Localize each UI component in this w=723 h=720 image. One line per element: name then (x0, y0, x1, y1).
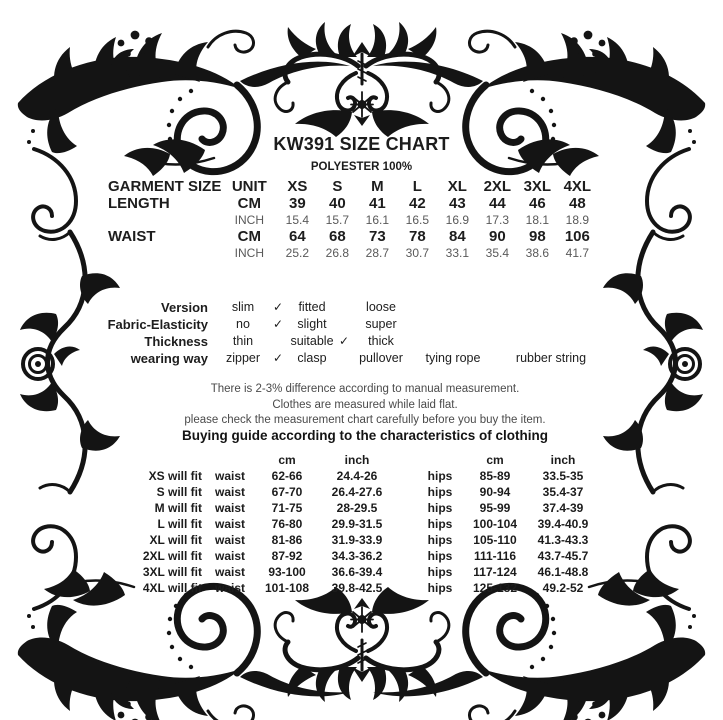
note-line: Clothes are measured while laid flat. (272, 398, 458, 411)
table-row (108, 212, 597, 228)
checkmark: ✓ (272, 300, 284, 314)
size-fit-label: 2XL will fit (142, 549, 202, 563)
note-line: please check the measurement chart carefully before you buy the item. (184, 414, 546, 426)
column-header: GARMENT SIZE (108, 178, 222, 195)
cell-value: 81-86 (271, 533, 303, 547)
cell-value: 18.1 (525, 213, 550, 227)
body-part-label: waist (214, 501, 245, 515)
cell-value: 42 (409, 195, 426, 212)
attribute-option (496, 299, 606, 316)
attribute-label: Thickness (144, 334, 208, 349)
body-part-label: hips (427, 485, 453, 499)
guide-row (128, 548, 602, 564)
cell-value: 39.4-40.9 (537, 517, 589, 531)
column-header: S (332, 178, 343, 195)
clothing-attributes-table (60, 299, 606, 367)
cell-value: 48 (569, 195, 586, 212)
attribute-label: Fabric-Elasticity (107, 317, 208, 332)
checkmark: ✓ (272, 317, 284, 331)
body-part-label: waist (214, 549, 245, 563)
column-header: UNIT (231, 178, 267, 195)
cell-value: 111-116 (473, 549, 517, 563)
cell-value: 39.8-42.5 (331, 581, 383, 595)
cell-value: 98 (529, 228, 546, 245)
cell-value: 78 (409, 228, 426, 245)
cell-value: 24.4-26 (336, 469, 378, 483)
cell-value: 26.8 (325, 246, 350, 260)
attribute-option: slim (231, 300, 255, 314)
column-header: cm (278, 453, 296, 467)
cell-value: 68 (329, 228, 346, 245)
attribute-option: no (236, 317, 250, 331)
cell-value: 43.7-45.7 (537, 549, 589, 563)
cell-value: 90 (489, 228, 506, 245)
column-header: inch (550, 453, 576, 467)
cell-value: 100-104 (472, 517, 518, 531)
cell-value: 62-66 (271, 469, 303, 483)
cell-value: 39 (289, 195, 306, 212)
buying-guide-table (128, 452, 602, 596)
table-row (108, 195, 597, 212)
body-part-label: hips (427, 533, 453, 547)
column-header: L (412, 178, 422, 195)
checkmark: ✓ (338, 334, 350, 348)
cell-value: 71-75 (271, 501, 303, 515)
table-row (108, 245, 597, 261)
body-part-label: waist (214, 485, 245, 499)
attribute-option: clasp (297, 351, 327, 365)
cell-value: 41 (369, 195, 386, 212)
attribute-option: loose (366, 300, 396, 314)
guide-row (128, 580, 602, 596)
size-fit-label: XS will fit (148, 469, 202, 483)
buying-guide-title: Buying guide according to the characteristics of clothing (181, 428, 549, 443)
column-header: XS (287, 178, 308, 195)
attribute-row (60, 316, 606, 333)
cell-value: 67-70 (271, 485, 303, 499)
cell-value: 31.9-33.9 (331, 533, 383, 547)
cell-value: 16.1 (365, 213, 390, 227)
cell-value: 35.4 (485, 246, 510, 260)
attribute-option: zipper (225, 351, 261, 365)
cell-value: 15.7 (325, 213, 350, 227)
attribute-option: slight (297, 317, 327, 331)
cell-value: 28.7 (365, 246, 390, 260)
cell-value: 29.9-31.5 (331, 517, 383, 531)
cell-value: 117-124 (473, 565, 517, 579)
cell-value: 101-108 (264, 581, 310, 595)
checkmark (336, 350, 352, 367)
cell-value: 46 (529, 195, 546, 212)
body-part-label: hips (427, 565, 453, 579)
attribute-option (410, 299, 496, 316)
cell-value: 16.9 (445, 213, 470, 227)
unit-label: INCH (234, 213, 265, 227)
attribute-option: tying rope (425, 351, 481, 365)
size-fit-label: M will fit (154, 501, 202, 515)
cell-value: 18.9 (565, 213, 590, 227)
body-part-label: waist (214, 469, 245, 483)
attribute-option: super (365, 317, 397, 331)
table-row (108, 228, 597, 245)
cell-value: 85-89 (479, 469, 511, 483)
cell-value: 37.4-39 (542, 501, 584, 515)
cell-value: 34.3-36.2 (331, 549, 383, 563)
unit-label: CM (237, 195, 261, 212)
cell-value: 33.5-35 (542, 469, 584, 483)
row-label: LENGTH (108, 195, 170, 212)
checkmark: ✓ (272, 351, 284, 365)
cell-value: 87-92 (271, 549, 303, 563)
row-label (108, 212, 221, 228)
column-header: 2XL (483, 178, 512, 195)
cell-value: 41.7 (565, 246, 590, 260)
cell-value: 43 (449, 195, 466, 212)
checkmark (336, 316, 352, 333)
checkmark (268, 333, 288, 350)
guide-row (128, 532, 602, 548)
guide-row (128, 516, 602, 532)
cell-value: 95-99 (479, 501, 511, 515)
size-fit-label: 3XL will fit (142, 565, 202, 579)
column-header: cm (486, 453, 504, 467)
cell-value: 90-94 (479, 485, 511, 499)
cell-value: 73 (369, 228, 386, 245)
cell-value: 41.3-43.3 (537, 533, 589, 547)
guide-row (128, 500, 602, 516)
row-label (108, 245, 221, 261)
guide-row (128, 484, 602, 500)
body-part-label: hips (427, 581, 453, 595)
unit-label: INCH (234, 246, 265, 260)
cell-value: 33.1 (445, 246, 470, 260)
fabric-subtitle: POLYESTER 100% (310, 161, 413, 173)
attribute-option: rubber string (515, 351, 587, 365)
attribute-option (496, 316, 606, 333)
cell-value: 93-100 (268, 565, 306, 579)
column-header: inch (344, 453, 370, 467)
cell-value: 106 (564, 228, 590, 245)
cell-value: 49.2-52 (542, 581, 584, 595)
cell-value: 17.3 (485, 213, 510, 227)
body-part-label: waist (214, 565, 245, 579)
attribute-option: pullover (359, 351, 403, 365)
column-header: 3XL (523, 178, 552, 195)
guide-row (128, 564, 602, 580)
attribute-option: suitable (290, 334, 334, 348)
cell-value: 30.7 (405, 246, 430, 260)
cell-value: 15.4 (285, 213, 310, 227)
attribute-option (410, 333, 496, 350)
cell-value: 35.4-37 (542, 485, 584, 499)
guide-row (128, 468, 602, 484)
attribute-row (60, 350, 606, 367)
checkmark (336, 299, 352, 316)
size-fit-label: XL will fit (149, 533, 202, 547)
cell-value: 64 (289, 228, 306, 245)
cell-value: 38.6 (525, 246, 550, 260)
attribute-label: wearing way (130, 351, 208, 366)
unit-label: CM (237, 228, 261, 245)
column-header: M (371, 178, 384, 195)
size-table-header-row (108, 178, 597, 195)
attribute-option (496, 333, 606, 350)
cell-value: 46.1-48.8 (537, 565, 589, 579)
attribute-option: thin (232, 334, 254, 348)
attribute-option: thick (368, 334, 394, 348)
cell-value: 84 (449, 228, 466, 245)
body-part-label: waist (214, 581, 245, 595)
attribute-label: Version (161, 300, 208, 315)
cell-value: 26.4-27.6 (331, 485, 383, 499)
cell-value: 28-29.5 (336, 501, 378, 515)
guide-header-row (128, 452, 602, 468)
body-part-label: waist (214, 533, 245, 547)
body-part-label: hips (427, 469, 453, 483)
body-part-label: hips (427, 517, 453, 531)
cell-value: 16.5 (405, 213, 430, 227)
note-line: There is 2-3% difference according to manual measurement. (210, 383, 520, 395)
cell-value: 40 (329, 195, 346, 212)
cell-value: 105-110 (473, 533, 517, 547)
column-header: XL (447, 178, 467, 195)
size-fit-label: L will fit (157, 517, 202, 531)
attribute-option (410, 316, 496, 333)
cell-value: 25.2 (285, 246, 310, 260)
page-title: KW391 SIZE CHART (273, 134, 450, 154)
size-fit-label: S will fit (156, 485, 202, 499)
body-part-label: hips (427, 501, 453, 515)
body-part-label: waist (214, 517, 245, 531)
attribute-row (60, 333, 606, 350)
cell-value: 36.6-39.4 (331, 565, 383, 579)
size-measurements-table (108, 178, 597, 261)
cell-value: 125-132 (472, 581, 518, 595)
measurement-notes (7, 382, 723, 429)
cell-value: 44 (489, 195, 506, 212)
attribute-row (60, 299, 606, 316)
size-fit-label: 4XL will fit (142, 581, 202, 595)
row-label: WAIST (108, 228, 156, 245)
body-part-label: hips (427, 549, 453, 563)
cell-value: 76-80 (271, 517, 303, 531)
column-header: 4XL (563, 178, 592, 195)
attribute-option: fitted (298, 300, 326, 314)
